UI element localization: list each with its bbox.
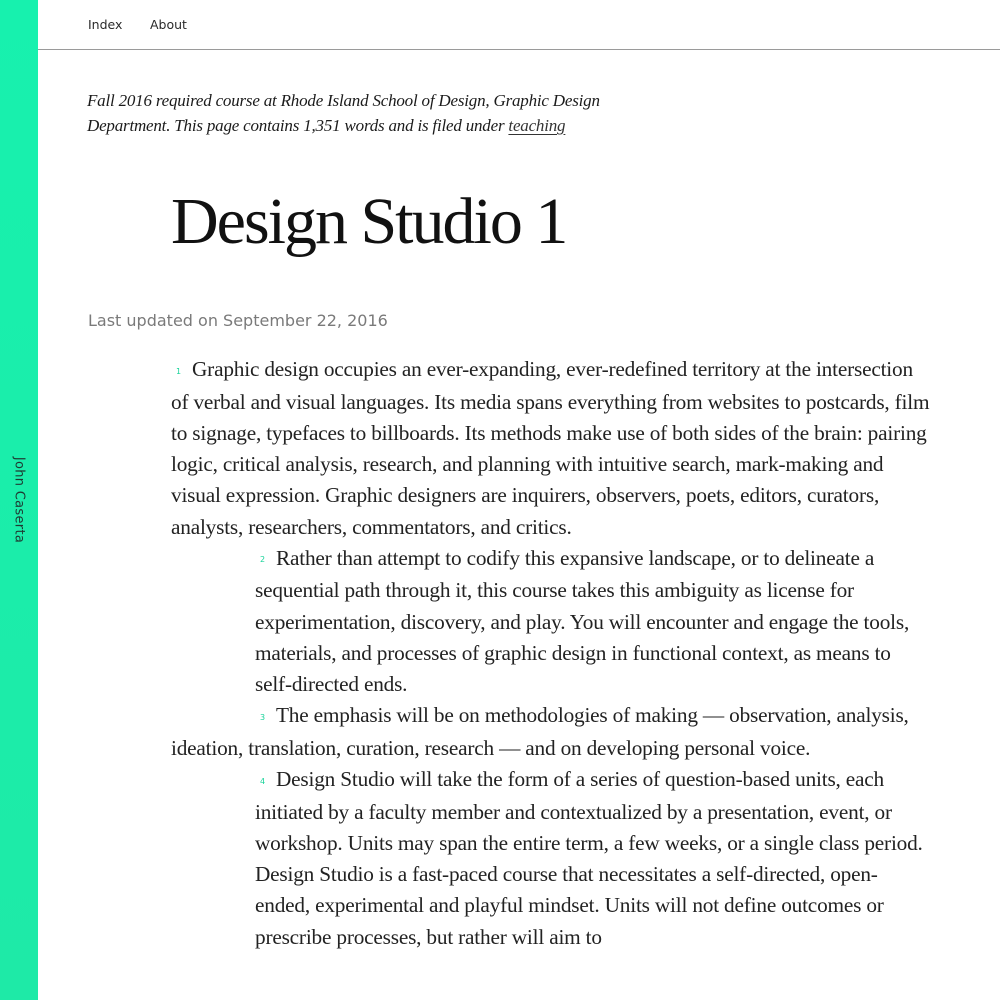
last-updated: Last updated on September 22, 2016 — [88, 311, 388, 330]
nav-link-index[interactable]: Index — [88, 17, 123, 32]
nav-link-about[interactable]: About — [150, 17, 187, 32]
article-body — [171, 354, 931, 953]
paragraph-number: 3 — [260, 712, 265, 722]
paragraph-text: Graphic design occupies an ever-expanding, ever-redefined territory at the intersection of verbal and visual languages. Its media spans everything from websites to postcards, film to signage, typefaces to billboards. Its methods make use of both sides of the brain: pairing logic, critical analysis, research, and planning with intuitive search, mark-making and visual expression. Graphic designers are inquirers, observers, poets, editors, curators, analysts, researchers, commentators, and critics. — [171, 357, 930, 539]
top-navigation — [38, 0, 1000, 50]
intro-note — [87, 88, 647, 138]
sidebar-strip — [0, 0, 38, 1000]
author-name[interactable]: John Caserta — [11, 456, 27, 544]
paragraph-text: Design Studio will take the form of a series of question-based units, each initiated by a faculty member and contextualized by a presentation, event, or workshop. Units may span the entire term, a few weeks, or a single class period. Design Studio is a fast-paced course that necessitates a self-directed, open-ended, experimental and playful mindset. Units will not define outcomes or prescribe processes, but rather will aim to — [255, 767, 923, 949]
paragraph-number: 1 — [176, 366, 181, 376]
paragraph-number: 2 — [260, 555, 265, 565]
paragraph — [171, 354, 931, 543]
tag-link-teaching[interactable]: teaching — [508, 116, 566, 135]
paragraph-number: 4 — [260, 776, 265, 786]
intro-text: Fall 2016 required course at Rhode Island School of Design, Graphic Design Department. This page contains 1,351 words and is filed under — [87, 91, 600, 135]
paragraph — [171, 700, 931, 764]
paragraph — [171, 543, 931, 701]
paragraph-text: Rather than attempt to codify this expansive landscape, or to delineate a sequential path through it, this course takes this ambiguity as license for experimentation, discovery, and play. You will encounter and engage the tools, materials, and processes of graphic design in functional context, as means to self-directed ends. — [255, 545, 910, 697]
paragraph — [171, 764, 931, 953]
paragraph-text: The emphasis will be on methodologies of making — observation, analysis, ideation, translation, curation, research — and on developing personal voice. — [171, 703, 909, 760]
page-title: Design Studio 1 — [171, 185, 567, 258]
